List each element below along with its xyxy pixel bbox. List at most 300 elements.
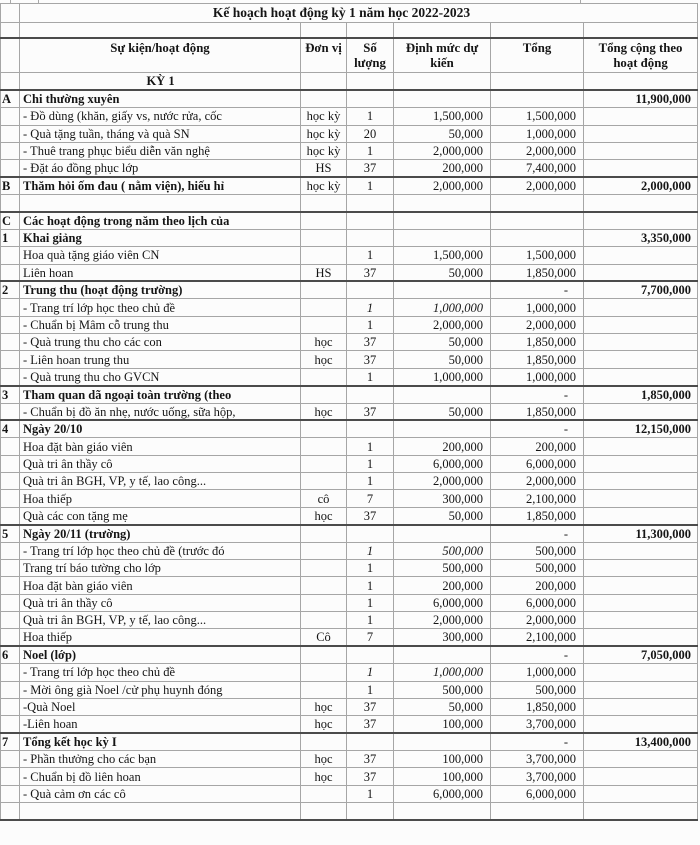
- total-cell: 1,000,000: [491, 664, 584, 681]
- plan-table-body: [1, 4, 698, 821]
- row-label-cell: [1, 698, 20, 715]
- unit-cell: học kỳ: [301, 177, 347, 194]
- qty-cell: 7: [347, 490, 394, 507]
- qty-cell: 1: [347, 368, 394, 385]
- row-label-cell: [1, 664, 20, 681]
- section-row: [1, 525, 698, 542]
- item-row: [1, 612, 698, 629]
- total-cell: 2,100,000: [491, 490, 584, 507]
- row-label-cell: [1, 507, 20, 524]
- total-cell: 2,000,000: [491, 177, 584, 194]
- qty-cell: 1: [347, 594, 394, 611]
- unit-cell: [301, 525, 347, 542]
- column-header-activity: Sự kiện/hoạt động: [20, 38, 301, 73]
- grand-total-cell: [584, 316, 698, 333]
- gap-row: [1, 23, 698, 38]
- item-row: [1, 629, 698, 646]
- column-header-grand-total: Tổng cộng theo hoạt động: [584, 38, 698, 73]
- row-label-cell: [1, 629, 20, 646]
- grand-total-cell: [584, 612, 698, 629]
- qty-cell: [347, 420, 394, 437]
- total-cell: -: [491, 733, 584, 750]
- rate-cell: 2,000,000: [394, 612, 491, 629]
- total-cell: 2,000,000: [491, 473, 584, 490]
- row-label-cell: 1: [1, 229, 20, 246]
- qty-cell: 37: [347, 403, 394, 420]
- item-row: [1, 316, 698, 333]
- qty-cell: 37: [347, 264, 394, 281]
- rate-cell: 2,000,000: [394, 142, 491, 159]
- activity-cell: Quà tri ân BGH, VP, y tế, lao công...: [20, 612, 301, 629]
- row-label-cell: [1, 334, 20, 351]
- grand-total-cell: [584, 142, 698, 159]
- total-cell: 2,100,000: [491, 629, 584, 646]
- activity-cell: Thăm hỏi ốm đau ( nằm viện), hiếu hỉ: [20, 177, 301, 194]
- rate-cell: 50,000: [394, 351, 491, 368]
- total-cell: 500,000: [491, 542, 584, 559]
- activity-cell: - Chuẩn bị đồ liên hoan: [20, 768, 301, 785]
- unit-cell: [301, 612, 347, 629]
- unit-cell: [301, 577, 347, 594]
- qty-cell: 1: [347, 299, 394, 316]
- qty-cell: 1: [347, 316, 394, 333]
- activity-cell: - Quà cảm ơn các cô: [20, 785, 301, 802]
- item-row: [1, 125, 698, 142]
- total-cell: -: [491, 420, 584, 437]
- rate-cell: 50,000: [394, 403, 491, 420]
- unit-cell: [301, 473, 347, 490]
- qty-cell: 37: [347, 716, 394, 733]
- total-cell: 3,700,000: [491, 716, 584, 733]
- row-label-cell: C: [1, 212, 20, 229]
- grand-total-cell: [584, 698, 698, 715]
- grand-total-cell: 7,700,000: [584, 281, 698, 298]
- unit-cell: học: [301, 698, 347, 715]
- empty-cell: [347, 73, 394, 90]
- grand-total-cell: [584, 160, 698, 177]
- section-row: [1, 733, 698, 750]
- grand-total-cell: [584, 351, 698, 368]
- unit-cell: [301, 368, 347, 385]
- total-cell: 1,500,000: [491, 247, 584, 264]
- grand-total-cell: [584, 507, 698, 524]
- unit-cell: [301, 316, 347, 333]
- empty-cell: [491, 73, 584, 90]
- item-row: [1, 559, 698, 576]
- qty-cell: 37: [347, 160, 394, 177]
- unit-cell: [301, 386, 347, 403]
- item-row: [1, 247, 698, 264]
- grand-total-cell: [584, 299, 698, 316]
- rate-cell: [394, 803, 491, 820]
- item-row: [1, 438, 698, 455]
- grand-total-cell: 7,050,000: [584, 646, 698, 663]
- item-row: [1, 716, 698, 733]
- total-cell: 2,000,000: [491, 142, 584, 159]
- qty-cell: 1: [347, 542, 394, 559]
- title-row: [1, 4, 698, 23]
- activity-cell: Trung thu (hoạt động trường): [20, 281, 301, 298]
- rate-cell: 2,000,000: [394, 473, 491, 490]
- row-label-cell: [1, 681, 20, 698]
- qty-cell: 1: [347, 577, 394, 594]
- rate-cell: 200,000: [394, 160, 491, 177]
- row-label-cell: 6: [1, 646, 20, 663]
- activity-cell: Hoa thiếp: [20, 490, 301, 507]
- row-label-cell: [1, 316, 20, 333]
- grand-total-cell: [584, 803, 698, 820]
- total-cell: [491, 803, 584, 820]
- rate-cell: 50,000: [394, 264, 491, 281]
- row-label-cell: [1, 438, 20, 455]
- activity-cell: - Mời ông già Noel /cử phụ huynh đóng: [20, 681, 301, 698]
- rate-cell: 1,500,000: [394, 108, 491, 125]
- unit-cell: [301, 542, 347, 559]
- grand-total-cell: [584, 664, 698, 681]
- item-row: [1, 142, 698, 159]
- column-header-rate: Định mức dự kiến: [394, 38, 491, 73]
- total-cell: 7,400,000: [491, 160, 584, 177]
- unit-cell: [301, 195, 347, 212]
- total-cell: 1,850,000: [491, 698, 584, 715]
- unit-cell: [301, 299, 347, 316]
- activity-cell: Chi thường xuyên: [20, 90, 301, 107]
- total-cell: [491, 90, 584, 107]
- activity-cell: -Quà Noel: [20, 698, 301, 715]
- item-row: [1, 507, 698, 524]
- activity-cell: Hoa thiếp: [20, 629, 301, 646]
- row-label-cell: [1, 160, 20, 177]
- rate-cell: 1,500,000: [394, 247, 491, 264]
- qty-cell: 1: [347, 455, 394, 472]
- row-label-cell: A: [1, 90, 20, 107]
- column-header-unit: Đơn vị: [301, 38, 347, 73]
- grand-total-cell: [584, 542, 698, 559]
- section-row: [1, 90, 698, 107]
- qty-cell: [347, 195, 394, 212]
- grand-total-cell: [584, 247, 698, 264]
- activity-cell: Hoa đặt bàn giáo viên: [20, 577, 301, 594]
- total-cell: 200,000: [491, 577, 584, 594]
- row-label-cell: [1, 142, 20, 159]
- total-cell: 200,000: [491, 438, 584, 455]
- qty-cell: 1: [347, 177, 394, 194]
- activity-cell: Hoa đặt bàn giáo viên: [20, 438, 301, 455]
- item-row: [1, 351, 698, 368]
- activity-cell: Quà tri ân thầy cô: [20, 594, 301, 611]
- row-label-cell: [1, 351, 20, 368]
- activity-cell: Quà tri ân BGH, VP, y tế, lao công...: [20, 473, 301, 490]
- row-label-cell: [1, 299, 20, 316]
- rate-cell: 500,000: [394, 559, 491, 576]
- grand-total-cell: 12,150,000: [584, 420, 698, 437]
- rate-cell: [394, 281, 491, 298]
- item-row: [1, 542, 698, 559]
- row-label-cell: [1, 403, 20, 420]
- empty-cell: [301, 23, 347, 38]
- row-label-cell: [1, 803, 20, 820]
- row-label-cell: [1, 716, 20, 733]
- row-label-cell: [1, 264, 20, 281]
- activity-cell: - Liên hoan trung thu: [20, 351, 301, 368]
- qty-cell: [347, 281, 394, 298]
- activity-plan-table: [0, 3, 698, 821]
- row-label-cell: 4: [1, 420, 20, 437]
- rate-cell: [394, 420, 491, 437]
- unit-cell: [301, 247, 347, 264]
- qty-cell: 37: [347, 507, 394, 524]
- activity-cell: - Trang trí lớp học theo chủ đề (trước đó: [20, 542, 301, 559]
- total-cell: 1,850,000: [491, 334, 584, 351]
- activity-cell: [20, 803, 301, 820]
- total-cell: -: [491, 646, 584, 663]
- total-cell: 1,850,000: [491, 351, 584, 368]
- item-row: [1, 785, 698, 802]
- activity-cell: Liên hoan: [20, 264, 301, 281]
- total-cell: 1,500,000: [491, 108, 584, 125]
- empty-cell: [394, 23, 491, 38]
- rate-cell: 500,000: [394, 542, 491, 559]
- activity-cell: - Quà trung thu cho GVCN: [20, 368, 301, 385]
- item-row: [1, 264, 698, 281]
- activity-cell: Noel (lớp): [20, 646, 301, 663]
- activity-cell: - Thuê trang phục biểu diễn văn nghệ: [20, 142, 301, 159]
- column-header-quantity: Số lượng: [347, 38, 394, 73]
- spacer-row: [1, 803, 698, 820]
- unit-cell: học kỳ: [301, 125, 347, 142]
- item-row: [1, 751, 698, 768]
- section-row: [1, 420, 698, 437]
- row-label-cell: [1, 490, 20, 507]
- total-cell: -: [491, 281, 584, 298]
- grand-total-cell: [584, 108, 698, 125]
- qty-cell: 37: [347, 768, 394, 785]
- qty-cell: 1: [347, 785, 394, 802]
- grand-total-cell: [584, 368, 698, 385]
- item-row: [1, 368, 698, 385]
- grand-total-cell: [584, 716, 698, 733]
- section-row: [1, 177, 698, 194]
- activity-cell: Khai giảng: [20, 229, 301, 246]
- header-row: [1, 38, 698, 73]
- unit-cell: [301, 559, 347, 576]
- grand-total-cell: [584, 334, 698, 351]
- qty-cell: 7: [347, 629, 394, 646]
- unit-cell: [301, 212, 347, 229]
- row-label-cell: [1, 751, 20, 768]
- qty-cell: 1: [347, 559, 394, 576]
- activity-cell: Hoa quà tặng giáo viên CN: [20, 247, 301, 264]
- item-row: [1, 594, 698, 611]
- activity-cell: - Phần thưởng cho các bạn: [20, 751, 301, 768]
- total-cell: -: [491, 386, 584, 403]
- qty-cell: 1: [347, 473, 394, 490]
- item-row: [1, 681, 698, 698]
- row-label-cell: [1, 125, 20, 142]
- qty-cell: 37: [347, 334, 394, 351]
- section-row: [1, 386, 698, 403]
- rate-cell: 100,000: [394, 768, 491, 785]
- unit-cell: học kỳ: [301, 142, 347, 159]
- qty-cell: 1: [347, 108, 394, 125]
- rate-cell: [394, 646, 491, 663]
- grand-total-cell: [584, 785, 698, 802]
- grand-total-cell: [584, 751, 698, 768]
- activity-cell: - Quà trung thu cho các con: [20, 334, 301, 351]
- unit-cell: học: [301, 351, 347, 368]
- empty-cell: [301, 73, 347, 90]
- activity-cell: Tổng kết học kỳ I: [20, 733, 301, 750]
- grand-total-cell: 13,400,000: [584, 733, 698, 750]
- grand-total-cell: 11,300,000: [584, 525, 698, 542]
- row-label-cell: [1, 4, 20, 23]
- qty-cell: [347, 229, 394, 246]
- item-row: [1, 403, 698, 420]
- qty-cell: [347, 646, 394, 663]
- row-label-cell: 7: [1, 733, 20, 750]
- total-cell: 1,000,000: [491, 299, 584, 316]
- page-title: Kế hoạch hoạt động kỳ 1 năm học 2022-2023: [20, 4, 698, 23]
- spacer-row: [1, 195, 698, 212]
- total-cell: 1,850,000: [491, 403, 584, 420]
- qty-cell: 37: [347, 751, 394, 768]
- rate-cell: 50,000: [394, 334, 491, 351]
- rate-cell: [394, 195, 491, 212]
- grand-total-cell: [584, 594, 698, 611]
- row-label-cell: [1, 594, 20, 611]
- total-cell: 500,000: [491, 681, 584, 698]
- unit-cell: học: [301, 334, 347, 351]
- total-cell: 1,850,000: [491, 264, 584, 281]
- qty-cell: [347, 212, 394, 229]
- activity-cell: - Chuẩn bị Mâm cỗ trung thu: [20, 316, 301, 333]
- row-label-cell: [1, 73, 20, 90]
- rate-cell: 6,000,000: [394, 594, 491, 611]
- row-label-cell: [1, 559, 20, 576]
- grand-total-cell: [584, 455, 698, 472]
- qty-cell: [347, 386, 394, 403]
- item-row: [1, 664, 698, 681]
- item-row: [1, 473, 698, 490]
- grand-total-cell: [584, 438, 698, 455]
- unit-cell: HS: [301, 160, 347, 177]
- qty-cell: 1: [347, 142, 394, 159]
- activity-cell: - Đồ dùng (khăn, giấy vs, nước rửa, cốc: [20, 108, 301, 125]
- item-row: [1, 334, 698, 351]
- grand-total-cell: [584, 473, 698, 490]
- rate-cell: 1,000,000: [394, 368, 491, 385]
- row-label-cell: 5: [1, 525, 20, 542]
- qty-cell: 1: [347, 247, 394, 264]
- rate-cell: 50,000: [394, 507, 491, 524]
- unit-cell: [301, 420, 347, 437]
- activity-cell: Ngày 20/11 (trường): [20, 525, 301, 542]
- unit-cell: [301, 646, 347, 663]
- qty-cell: [347, 90, 394, 107]
- rate-cell: 1,000,000: [394, 664, 491, 681]
- total-cell: 2,000,000: [491, 612, 584, 629]
- rate-cell: [394, 212, 491, 229]
- unit-cell: cô: [301, 490, 347, 507]
- grand-total-cell: [584, 681, 698, 698]
- unit-cell: [301, 438, 347, 455]
- grand-total-cell: [584, 768, 698, 785]
- qty-cell: 1: [347, 664, 394, 681]
- qty-cell: 37: [347, 351, 394, 368]
- grand-total-cell: [584, 559, 698, 576]
- activity-cell: Ngày 20/10: [20, 420, 301, 437]
- activity-cell: Quà tri ân thầy cô: [20, 455, 301, 472]
- qty-cell: 37: [347, 698, 394, 715]
- activity-cell: - Trang trí lớp học theo chủ đề: [20, 299, 301, 316]
- item-row: [1, 108, 698, 125]
- rate-cell: 300,000: [394, 490, 491, 507]
- empty-cell: [584, 73, 698, 90]
- grand-total-cell: [584, 403, 698, 420]
- qty-cell: [347, 525, 394, 542]
- row-label-cell: [1, 473, 20, 490]
- item-row: [1, 698, 698, 715]
- activity-cell: Tham quan dã ngoại toàn trường (theo: [20, 386, 301, 403]
- activity-cell: Các hoạt động trong năm theo lịch của: [20, 212, 301, 229]
- row-label-cell: [1, 785, 20, 802]
- section-row: [1, 229, 698, 246]
- rate-cell: 50,000: [394, 698, 491, 715]
- total-cell: 6,000,000: [491, 785, 584, 802]
- unit-cell: học: [301, 507, 347, 524]
- rate-cell: 50,000: [394, 125, 491, 142]
- grand-total-cell: [584, 125, 698, 142]
- unit-cell: [301, 281, 347, 298]
- row-label-header: [1, 38, 20, 73]
- rate-cell: 2,000,000: [394, 316, 491, 333]
- total-cell: -: [491, 525, 584, 542]
- unit-cell: học: [301, 403, 347, 420]
- unit-cell: học kỳ: [301, 108, 347, 125]
- activity-cell: [20, 195, 301, 212]
- empty-cell: [491, 23, 584, 38]
- section-row: [1, 212, 698, 229]
- item-row: [1, 160, 698, 177]
- semester-row: [1, 73, 698, 90]
- unit-cell: Cô: [301, 629, 347, 646]
- unit-cell: HS: [301, 264, 347, 281]
- total-cell: 2,000,000: [491, 316, 584, 333]
- total-cell: [491, 195, 584, 212]
- empty-cell: [1, 23, 20, 38]
- total-cell: [491, 212, 584, 229]
- rate-cell: 100,000: [394, 716, 491, 733]
- empty-cell: [584, 23, 698, 38]
- unit-cell: [301, 733, 347, 750]
- qty-cell: 20: [347, 125, 394, 142]
- grand-total-cell: [584, 490, 698, 507]
- unit-cell: [301, 455, 347, 472]
- unit-cell: [301, 664, 347, 681]
- rate-cell: [394, 525, 491, 542]
- total-cell: 1,000,000: [491, 368, 584, 385]
- unit-cell: [301, 90, 347, 107]
- total-cell: 3,700,000: [491, 768, 584, 785]
- grand-total-cell: 2,000,000: [584, 177, 698, 194]
- grand-total-cell: 3,350,000: [584, 229, 698, 246]
- qty-cell: 1: [347, 438, 394, 455]
- unit-cell: [301, 785, 347, 802]
- rate-cell: 500,000: [394, 681, 491, 698]
- unit-cell: [301, 229, 347, 246]
- row-label-cell: [1, 195, 20, 212]
- unit-cell: [301, 681, 347, 698]
